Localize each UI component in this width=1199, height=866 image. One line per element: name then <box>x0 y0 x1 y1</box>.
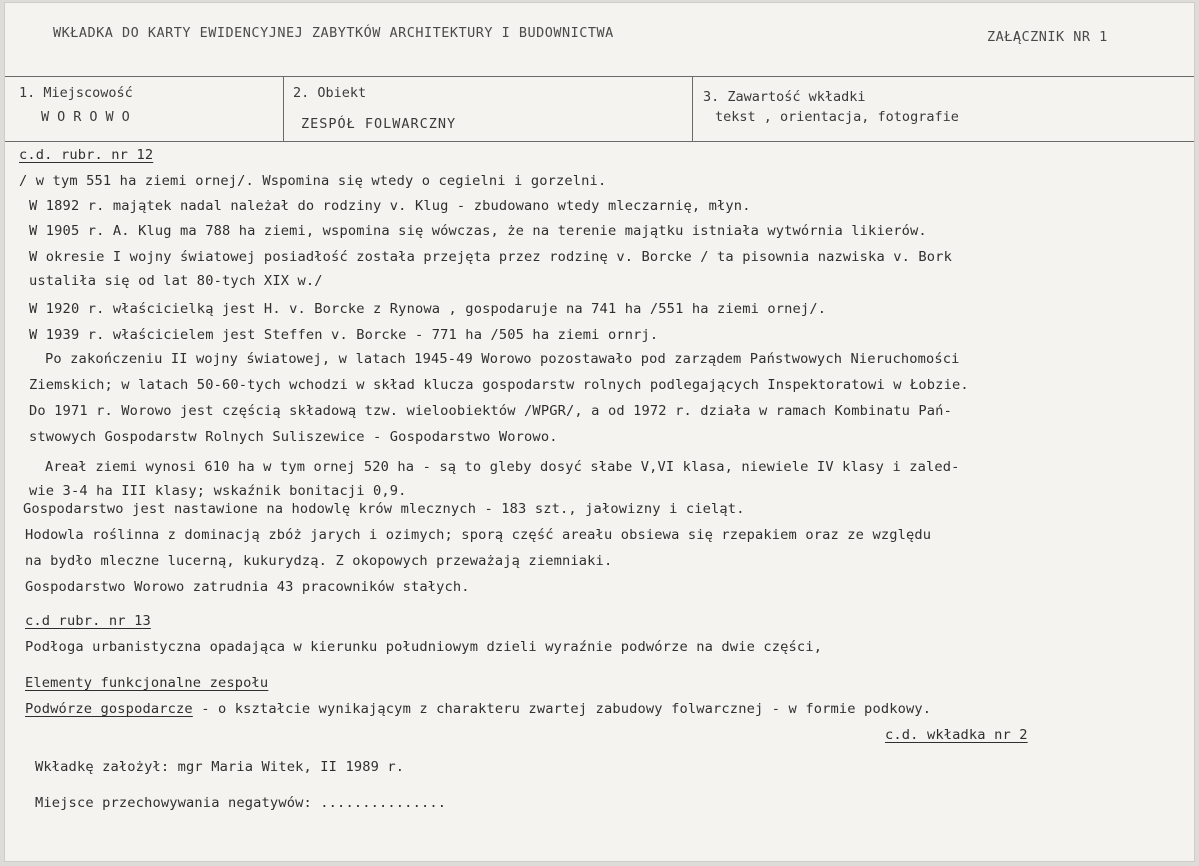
grid-bottom-rule <box>5 141 1194 142</box>
text-line: W 1905 r. A. Klug ma 788 ha ziemi, wspomina się wówczas, że na terenie majątku istniała wytwórnia likierów. <box>29 223 927 239</box>
text-line: Do 1971 r. Worowo jest częścią składową tzw. wieloobiektów /WPGR/, a od 1972 r. działa w ramach Kombinatu Pań- <box>29 403 952 419</box>
text-line: / w tym 551 ha ziemi ornej/. Wspomina się wtedy o cegielni i gorzelni. <box>19 173 607 189</box>
grid-top-rule <box>5 76 1194 77</box>
courtyard-label: Podwórze gospodarcze <box>25 701 193 717</box>
negatives-value: ............... <box>320 795 447 811</box>
text-line: Areał ziemi wynosi 610 ha w tym ornej 520 ha - są to gleby dosyć słabe V,VI klasa, niewiele IV klasy i zaled- <box>45 459 960 475</box>
text-line: W 1920 r. właścicielką jest H. v. Borcke z Rynowa , gospodaruje na 741 ha /551 ha ziemi ornej/. <box>29 301 827 317</box>
author-label: Wkładkę założył: <box>35 759 170 775</box>
locality-value: WOROWO <box>41 109 138 125</box>
elements-heading: Elementy funkcjonalne zespołu <box>25 675 269 691</box>
author-value: mgr Maria Witek, II 1989 r. <box>177 759 405 775</box>
text-line: Hodowla roślinna z dominacją zbóż jarych i ozimych; sporą część areału obsiewa się rzepakiem oraz ze względu <box>25 527 932 543</box>
text-line: W 1939 r. właścicielem jest Steffen v. Borcke - 771 ha /505 ha ziemi ornrj. <box>29 327 659 343</box>
grid-divider-2 <box>692 76 693 142</box>
text-line: na bydło mleczne lucerną, kukurydzą. Z okopowych przeważają ziemniaki. <box>25 553 613 569</box>
record-card <box>4 2 1195 862</box>
object-label: 2. Obiekt <box>293 85 367 101</box>
text-line: stwowych Gospodarstw Rolnych Suliszewice - Gospodarstwo Worowo. <box>29 429 558 445</box>
text-line: Ziemskich; w latach 50-60-tych wchodzi w skład klucza gospodarstw rolnych podlegających Inspektoratowi w Łobzie. <box>29 377 969 393</box>
section-13-heading: c.d rubr. nr 13 <box>25 613 151 629</box>
courtyard-text: - o kształcie wynikającym z charakteru zwartej zabudowy folwarcznej - w formie podkowy. <box>192 701 932 717</box>
negatives-label: Miejsce przechowywania negatywów: <box>35 795 312 811</box>
text-line: Gospodarstwo Worowo zatrudnia 43 pracowników stałych. <box>25 579 470 595</box>
text-line: W 1892 r. majątek nadal należał do rodziny v. Klug - zbudowano wtedy mleczarnię, młyn. <box>29 198 751 214</box>
contents-value: tekst , orientacja, fotografie <box>715 109 959 125</box>
text-line: Gospodarstwo jest nastawione na hodowlę krów mlecznych - 183 szt., jałowizny i cieląt. <box>23 501 745 517</box>
courtyard-line <box>25 701 931 717</box>
contents-label: 3. Zawartość wkładki <box>703 89 866 105</box>
author-line <box>35 759 404 775</box>
object-value: ZESPÓŁ FOLWARCZNY <box>301 116 457 132</box>
grid-divider-1 <box>283 76 284 142</box>
card-title: WKŁADKA DO KARTY EWIDENCYJNEJ ZABYTKÓW ARCHITEKTURY I BUDOWNICTWA <box>53 25 614 41</box>
text-line: ustaliła się od lat 80-tych XIX w./ <box>29 273 323 289</box>
section-12-heading: c.d. rubr. nr 12 <box>19 147 154 163</box>
locality-label: 1. Miejscowość <box>19 85 133 101</box>
text-line: wie 3-4 ha III klasy; wskaźnik bonitacji 0,9. <box>29 483 407 499</box>
continuation-note: c.d. wkładka nr 2 <box>885 727 1028 743</box>
negatives-line <box>35 795 446 811</box>
text-line: Po zakończeniu II wojny światowej, w latach 1945-49 Worowo pozostawało pod zarządem Państwowych Nieruchomości <box>45 351 960 367</box>
text-line: W okresie I wojny światowej posiadłość została przejęta przez rodzinę v. Borcke / ta pisownia nazwiska v. Bork <box>29 249 952 265</box>
annex-number: ZAŁĄCZNIK NR 1 <box>987 29 1108 45</box>
section-13-text: Podłoga urbanistyczna opadająca w kierunku południowym dzieli wyraźnie podwórze na dwie części, <box>25 639 823 655</box>
